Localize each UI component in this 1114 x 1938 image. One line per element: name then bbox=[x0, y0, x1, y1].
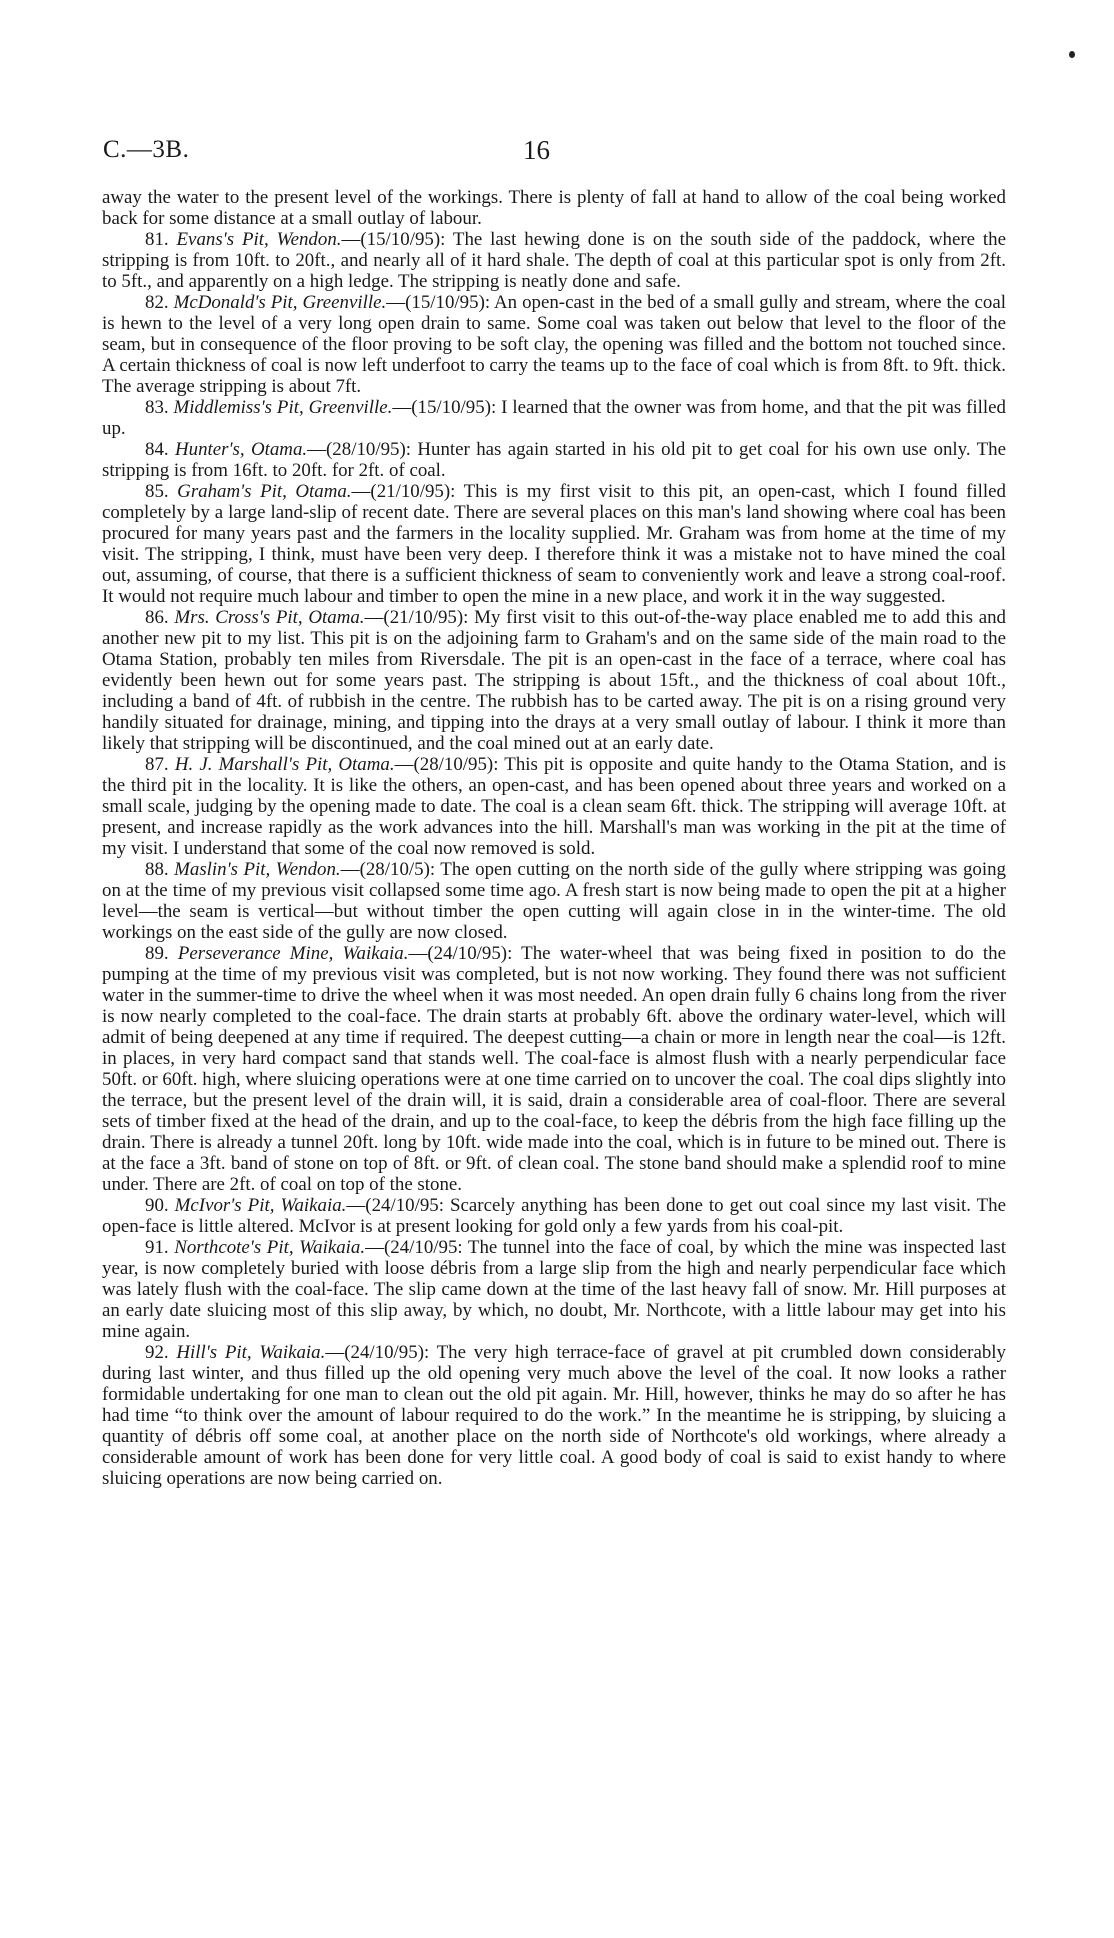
entry-title: Mrs. Cross's Pit, Otama. bbox=[174, 607, 365, 628]
entry-number: 92. bbox=[145, 1342, 169, 1363]
entry-title: Hill's Pit, Waikaia. bbox=[176, 1342, 326, 1363]
entry-83 bbox=[102, 397, 1006, 439]
entry-text: —(28/10/95): This pit is opposite and quite handy to the Otama Station, and is the third pit in the locality. It is like the others, an open-cast, and has been opened about three years and worked on a small scale, judging by the opening made to date. The coal is a clean seam 6ft. thick. The stripping will average 10ft. at present, and increase rapidly as the work advances into the hill. Marshall's man was working in the pit at the time of my visit. I understand that some of the coal now removed is sold. bbox=[102, 754, 1006, 859]
entry-number: 91. bbox=[145, 1237, 169, 1258]
entry-number: 86. bbox=[145, 607, 169, 628]
entry-text: —(28/10/5): The open cutting on the north side of the gully where stripping was going on at the time of my previous visit collapsed some time ago. A fresh start is now being made to open the pit at a higher level—the seam is vertical—but without timber the open cutting will again close in in the winter-time. The old workings on the east side of the gully are now closed. bbox=[102, 859, 1007, 943]
entry-title: Maslin's Pit, Wendon. bbox=[174, 859, 341, 880]
entry-number: 85. bbox=[145, 481, 169, 502]
entry-82 bbox=[102, 292, 1006, 397]
entry-number: 83. bbox=[145, 397, 169, 418]
entry-text: —(24/10/95: The tunnel into the face of coal, by which the mine was inspected last year, is now completely buried with loose débris from a large slip from the high and nearly perpendicular face which was lately flush with the coal-face. The slip came down at the time of the last heavy fall of snow. Mr. Hill purposes at an early date sluicing most of this slip away, by which, no doubt, Mr. Northcote, with a little labour may get into his mine again. bbox=[102, 1237, 1006, 1342]
entry-number: 87. bbox=[145, 754, 169, 775]
entry-90 bbox=[102, 1195, 1006, 1237]
document-reference: C.—3B. bbox=[103, 136, 190, 163]
entry-text: —(28/10/95): Hunter has again started in his old pit to get coal for his own use only. The stripping is from 16ft. to 20ft. for 2ft. of coal. bbox=[102, 439, 1006, 481]
entry-91 bbox=[102, 1237, 1006, 1342]
entry-text: —(24/10/95): The very high terrace-face of gravel at pit crumbled down considerably during last winter, and thus filled up the old opening very much above the level of the coal. It now looks a rather formidable undertaking for one man to clean out the old pit again. Mr. Hill, however, thinks he may do so after he has had time “to think over the amount of labour required to do the work.” In the meantime he is stripping, by sluicing a quantity of débris off some coal, at another place on the north side of Northcote's old workings, where already a considerable amount of work has been done for very little coal. A good body of coal is said to exist handy to where sluicing operations are now being carried on. bbox=[102, 1342, 1006, 1489]
entry-title: Hunter's, Otama. bbox=[174, 439, 308, 460]
body-text bbox=[102, 187, 1006, 1489]
entry-text: —(21/10/95): This is my first visit to this pit, an open-cast, which I found filled completely by a large land-slip of recent date. There are several places on this man's land showing where coal has been procured for many years past and the farmers in the locality supplied. Mr. Graham was from home at the time of my visit. The stripping, I think, must have been very deep. I therefore think it was a mistake not to have mined the coal out, assuming, of course, that there is a sufficient thickness of seam to conveniently work and leave a strong coal-roof. It would not require much labour and timber to open the mine in a new place, and work it in the way suggested. bbox=[102, 481, 1006, 607]
entry-title: Middlemiss's Pit, Greenville. bbox=[173, 397, 393, 418]
entry-title: Evans's Pit, Wendon. bbox=[176, 229, 342, 250]
entry-number: 81. bbox=[145, 229, 169, 250]
entry-89 bbox=[102, 943, 1006, 1195]
entry-title: Perseverance Mine, Waikaia. bbox=[177, 943, 409, 964]
entry-84 bbox=[102, 439, 1006, 481]
continued-paragraph: away the water to the present level of the workings. There is plenty of fall at hand to allow of the coal being worked back for some distance at a small outlay of labour. bbox=[102, 187, 1006, 229]
entry-text: —(24/10/95): The water-wheel that was being fixed in position to do the pumping at the time of my previous visit was completed, but is not now working. They found there was not sufficient water in the summer-time to drive the wheel when it was most needed. An open drain fully 6 chains long from the river is now nearly completed to the coal-face. The drain starts at probably 6ft. above the ordinary water-level, which will admit of being deepened at any time if required. The deepest cutting—a chain or more in length near the coal—is 12ft. in places, in very hard compact sand that stands well. The coal-face is almost flush with a nearly perpendicular face 50ft. or 60ft. high, where sluicing operations were at one time carried on to uncover the coal. The coal dips slightly into the terrace, but the present level of the drain will, it is said, drain a considerable area of coal-floor. There are several sets of timber fixed at the head of the drain, and up to the coal-face, to keep the débris from the high face filling up the drain. There is already a tunnel 20ft. long by 10ft. wide made into the coal, which is in future to be mined out. There is at the face a 3ft. band of stone on top of 8ft. or 9ft. of clean coal. The stone band should make a splendid roof to mine under. There are 2ft. of coal on top of the stone. bbox=[102, 943, 1006, 1195]
page-number: 16 bbox=[523, 135, 550, 165]
entry-85 bbox=[102, 481, 1006, 607]
entry-title: Northcote's Pit, Waikaia. bbox=[174, 1237, 366, 1258]
entry-number: 82. bbox=[145, 292, 169, 313]
entry-text: —(15/10/95): The last hewing done is on the south side of the paddock, where the stripping is from 10ft. to 20ft., and nearly all of it hard shale. The depth of coal at this particular spot is only from 2ft. to 5ft., and apparently on a high ledge. The stripping is neatly done and safe. bbox=[102, 229, 1006, 292]
entry-text: —(15/10/95): An open-cast in the bed of a small gully and stream, where the coal is hewn to the level of a very long open drain to same. Some coal was taken out below that level to the floor of the seam, but in consequence of the floor proving to be soft clay, the opening was filled and the bottom not touched since. A certain thickness of coal is now left underfoot to carry the teams up to the face of coal which is from 8ft. to 9ft. thick. The average stripping is about 7ft. bbox=[102, 292, 1006, 397]
entry-text: —(15/10/95): I learned that the owner was from home, and that the pit was filled up. bbox=[102, 397, 1006, 439]
ink-speck bbox=[1069, 51, 1075, 58]
entry-number: 90. bbox=[145, 1195, 169, 1216]
entry-text: —(21/10/95): My first visit to this out-of-the-way place enabled me to add this and another new pit to my list. This pit is on the adjoining farm to Graham's and on the same side of the main road to the Otama Station, probably ten miles from Riversdale. The pit is an open-cast in the face of a terrace, where coal has evidently been hewn out for some years past. The stripping is about 15ft., and the thickness of coal about 10ft., including a band of 4ft. of rubbish in the centre. The rubbish has to be carted away. The pit is on a rising ground very handily situated for drainage, mining, and tipping into the drays at a very small outlay of labour. I think it more than likely that stripping will be discontinued, and the coal mined out at an early date. bbox=[102, 607, 1006, 754]
entry-title: Graham's Pit, Otama. bbox=[177, 481, 352, 502]
entry-87 bbox=[102, 754, 1006, 859]
entry-92 bbox=[102, 1342, 1006, 1489]
entry-86 bbox=[102, 607, 1006, 754]
entry-88 bbox=[102, 859, 1006, 943]
entry-title: McIvor's Pit, Waikaia. bbox=[174, 1195, 347, 1216]
entry-number: 89. bbox=[145, 943, 169, 964]
entry-text: —(24/10/95: Scarcely anything has been done to get out coal since my last visit. The open-face is little altered. McIvor is at present looking for gold only a few yards from his coal-pit. bbox=[102, 1195, 1006, 1237]
entry-number: 84. bbox=[145, 439, 169, 460]
entry-number: 88. bbox=[145, 859, 169, 880]
entry-81 bbox=[102, 229, 1006, 292]
entry-title: McDonald's Pit, Greenville. bbox=[173, 292, 387, 313]
entry-title: H. J. Marshall's Pit, Otama. bbox=[174, 754, 395, 775]
